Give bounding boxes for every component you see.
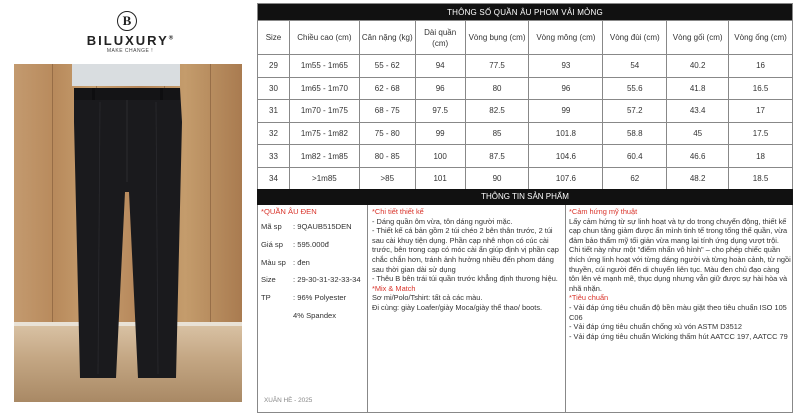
table-cell: 18: [729, 145, 793, 168]
table-row: [258, 145, 793, 168]
table-cell: 80 - 85: [359, 145, 415, 168]
table-cell: 75 - 80: [359, 122, 415, 145]
table-row: [258, 77, 793, 100]
table-cell: 68 - 75: [359, 100, 415, 123]
header-cell: Chiều cao (cm): [289, 21, 359, 55]
design-details-column: [372, 207, 562, 313]
table-cell: 101.8: [529, 122, 603, 145]
header-cell: Vòng đùi (cm): [603, 21, 667, 55]
info-label: Màu sp: [261, 257, 286, 267]
table-cell: 46.6: [667, 145, 729, 168]
size-table-header: [258, 21, 793, 55]
info-label: TP: [261, 293, 271, 303]
table-cell: 43.4: [667, 100, 729, 123]
table-row: [258, 122, 793, 145]
info-row-price: [261, 240, 369, 258]
standard-line: - Vải đáp ứng tiêu chuẩn độ bền màu giặt theo tiêu chuẩn ISO 105 C06: [569, 302, 787, 322]
table-cell: 1m55 - 1m65: [289, 55, 359, 78]
details-line: - Thiết kế cá bản gồm 2 túi chéo 2 bên thân trước, 2 túi sau cài khuy tiện dụng. Phần cạp nhê nhọn có cúc cài trước, bên trong cạp có móc cài ẩn giúp định vị phần cạp chắc chắn hơn, tránh ảnh hưởng nhiều đến phom dáng sau thời gian dài sử dụng: [372, 226, 559, 274]
product-photo: [14, 64, 242, 402]
table-cell: 17.5: [729, 122, 793, 145]
table-cell: 1m75 - 1m82: [289, 122, 359, 145]
brand-tagline: MAKE CHANGE !: [106, 48, 154, 54]
column-divider: [565, 205, 566, 413]
table-cell: 94: [415, 55, 465, 78]
table-cell: 85: [465, 122, 529, 145]
header-cell: Vòng ống (cm): [729, 21, 793, 55]
table-cell: 32: [258, 122, 290, 145]
table-cell: 82.5: [465, 100, 529, 123]
info-label: Mã sp: [261, 222, 282, 231]
info-row-code: [261, 222, 369, 240]
info-label: Size: [261, 275, 276, 285]
info-label: Giá sp: [261, 239, 283, 249]
table-row: [258, 167, 793, 190]
table-cell: 55.6: [603, 77, 667, 100]
table-cell: 1m82 - 1m85: [289, 145, 359, 168]
table-cell: >1m85: [289, 167, 359, 190]
size-chart-table: [257, 3, 793, 191]
table-cell: 99: [415, 122, 465, 145]
table-cell: 107.6: [529, 167, 603, 190]
table-row: [258, 55, 793, 78]
mix-match-title: *Mix & Match: [372, 283, 416, 293]
table-cell: 87.5: [465, 145, 529, 168]
table-cell: 31: [258, 100, 290, 123]
table-cell: 104.6: [529, 145, 603, 168]
header-cell: Size: [258, 21, 290, 55]
wall-panel-line: [52, 64, 53, 324]
info-value: : 9QAUB515DEN: [293, 222, 352, 231]
basic-info-column: [261, 207, 369, 327]
size-table-title: THÔNG SỐ QUẦN ÂU PHOM VẢI MỎNG: [258, 4, 793, 21]
table-cell: 30: [258, 77, 290, 100]
mix-match-line: Đi cùng: giày Loafer/giày Moca/giày thể thao/ boots.: [372, 302, 543, 312]
table-cell: 40.2: [667, 55, 729, 78]
header-cell: Vòng mông (cm): [529, 21, 603, 55]
standards-title: *Tiêu chuẩn: [569, 293, 609, 303]
standard-line: - Vải đáp ứng tiêu chuẩn Wicking thấm hút AATCC 197, AATCC 79: [569, 331, 788, 341]
table-cell: 62: [603, 167, 667, 190]
info-value-material-2: 4% Spandex: [293, 310, 337, 320]
info-value: : 96% Polyester: [293, 293, 347, 303]
mix-match-line: Sơ mi/Polo/Tshirt: tất cả các màu.: [372, 293, 483, 303]
brand-name-text: BILUXURY: [86, 33, 169, 48]
inspiration-text: Lấy cảm hứng từ sự linh hoạt và tự do trong chuyển động, thiết kế cạp chun tăng giảm được ẩn mình tinh tế trong tổng thể quần, vừa đảm bảo thẩm mỹ tối giản vừa mang lại tính ứng dụng vượt trội. Chi tiết này như một "điểm nhấn vô hình" – cho phép chiếc quần thích ứng linh hoạt với từng dáng người và từng hoàn cảnh, từ ngồi thuyền, cúi người đến di chuyển liên tục. Màu đen chủ đạo càng tôn lên vẻ mạnh mẽ, thục dụng nhưng vẫn giữ được sự hài hòa và nhã nhặn.: [569, 216, 791, 293]
details-line: - Thêu B bên trái túi quần trước khẳng định thương hiệu.: [372, 274, 558, 284]
brand-logo-icon: B: [117, 11, 137, 31]
table-cell: 29: [258, 55, 290, 78]
details-line: - Dáng quần ôm vừa, tôn dáng người mặc.: [372, 216, 513, 226]
table-cell: 16: [729, 55, 793, 78]
table-cell: 97.5: [415, 100, 465, 123]
info-row-material: [261, 293, 369, 311]
brand-header: [0, 0, 252, 62]
table-cell: 96: [415, 77, 465, 100]
table-cell: 62 - 68: [359, 77, 415, 100]
details-title: *Chi tiết thiết kế: [372, 207, 424, 216]
table-cell: 100: [415, 145, 465, 168]
standard-line: - Vải đáp ứng tiêu chuẩn chống xù vón ASTM D3512: [569, 322, 742, 332]
info-value: : 29-30-31-32-33-34: [293, 275, 361, 285]
table-cell: 41.8: [667, 77, 729, 100]
table-cell: 1m70 - 1m75: [289, 100, 359, 123]
product-info-title: THÔNG TIN SẢN PHẨM: [257, 189, 793, 205]
header-cell: Vòng bụng (cm): [465, 21, 529, 55]
table-cell: 48.2: [667, 167, 729, 190]
table-cell: 16.5: [729, 77, 793, 100]
table-cell: 33: [258, 145, 290, 168]
table-cell: 101: [415, 167, 465, 190]
wall-panel-line: [210, 64, 211, 324]
inspiration-title: *Cảm hứng mỹ thuật: [569, 207, 638, 216]
inspiration-column: [569, 207, 791, 341]
header-cell: Cân nặng (kg): [359, 21, 415, 55]
registered-mark: ®: [168, 35, 174, 42]
table-row: [258, 100, 793, 123]
black-trousers-image: [72, 82, 182, 382]
table-cell: 96: [529, 77, 603, 100]
table-cell: 58.8: [603, 122, 667, 145]
trousers-illustration: [72, 82, 182, 382]
info-row-color: [261, 258, 369, 276]
table-cell: 1m65 - 1m70: [289, 77, 359, 100]
table-cell: 90: [465, 167, 529, 190]
table-cell: 34: [258, 167, 290, 190]
header-cell: Vòng gối (cm): [667, 21, 729, 55]
table-cell: 60.4: [603, 145, 667, 168]
info-row-size: [261, 275, 369, 293]
table-cell: 57.2: [603, 100, 667, 123]
table-cell: 55 - 62: [359, 55, 415, 78]
header-cell: Dài quần (cm): [415, 21, 465, 55]
table-cell: 18.5: [729, 167, 793, 190]
table-cell: 99: [529, 100, 603, 123]
table-cell: 77.5: [465, 55, 529, 78]
brand-name: [80, 33, 180, 48]
table-cell: 17: [729, 100, 793, 123]
table-cell: 80: [465, 77, 529, 100]
table-cell: 54: [603, 55, 667, 78]
product-name: *QUẦN ÂU ĐEN: [261, 207, 317, 216]
season-label: XUÂN HÈ - 2025: [264, 397, 313, 404]
table-cell: 93: [529, 55, 603, 78]
info-value: : đen: [293, 257, 310, 267]
info-value: : 595.000đ: [293, 239, 329, 249]
table-cell: 45: [667, 122, 729, 145]
table-cell: >85: [359, 167, 415, 190]
